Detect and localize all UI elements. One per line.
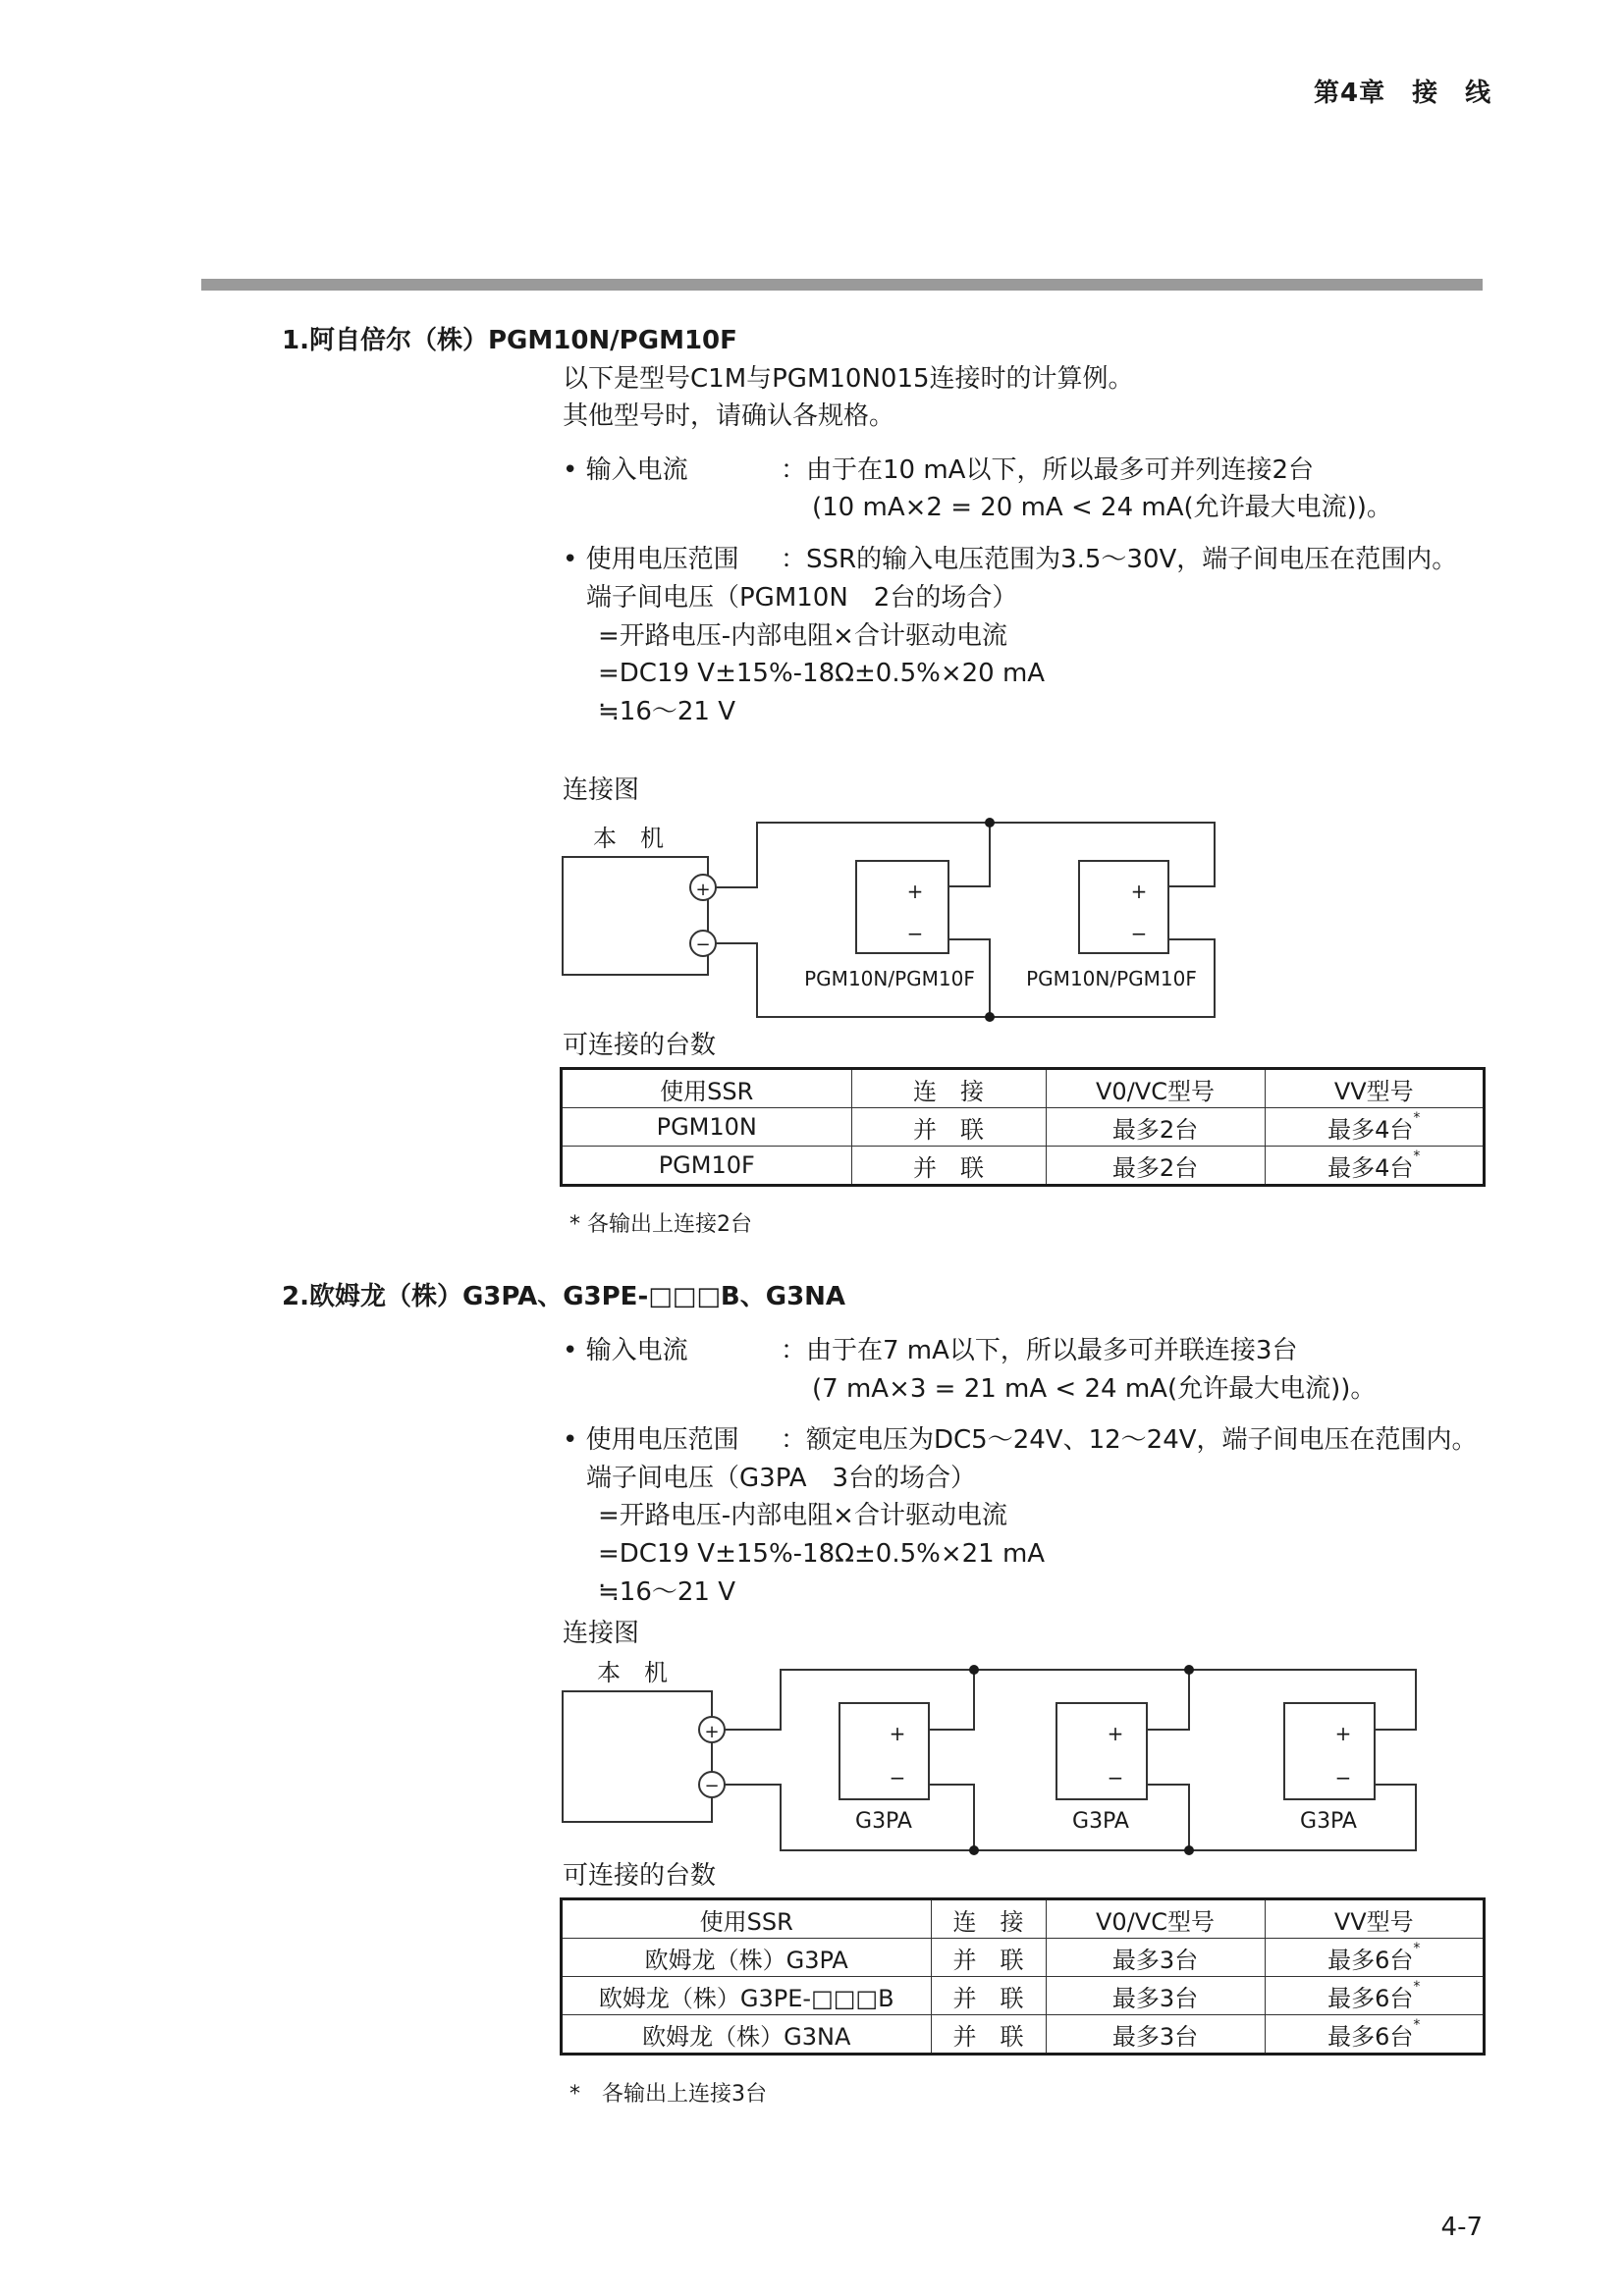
- section2-ssr-label-3: G3PA: [1300, 1809, 1357, 1834]
- footnote-mark: *: [1413, 1148, 1421, 1164]
- section2-calc-4: ≒16～21 V: [598, 1577, 736, 1607]
- section1-ssr2-minus: −: [1130, 922, 1148, 945]
- page-number: 4-7: [1440, 2213, 1483, 2242]
- section2-ssr-box-1: [839, 1703, 929, 1799]
- section1-title: 1.阿自倍尔（株）PGM10N/PGM10F: [282, 326, 737, 355]
- section2-bullet-current-label: • 输入电流: [563, 1336, 688, 1365]
- section2-bullet-voltage-label: • 使用电压范围: [563, 1425, 739, 1455]
- table-header-cell: 使用SSR: [699, 1907, 793, 1936]
- table-cell-text: 最多4台: [1327, 1115, 1414, 1144]
- table-cell-text: 最多6台: [1327, 1984, 1414, 2012]
- table-cell-text: 最多6台: [1327, 1946, 1414, 1974]
- table-cell: [1265, 2015, 1483, 2054]
- table-cell: 最多3台: [1046, 1977, 1265, 2015]
- table-cell: 并 联: [931, 1977, 1046, 2015]
- table-header-cell: VV型号: [1265, 1070, 1483, 1108]
- section2-ssr1-plus: +: [889, 1722, 906, 1745]
- table-header-cell: V0/VC型号: [1046, 1070, 1265, 1108]
- section2-minus-sign: −: [704, 1776, 720, 1796]
- section1-device-label: 本 机: [593, 825, 664, 852]
- section1-ssr-label-2: PGM10N/PGM10F: [1026, 967, 1197, 990]
- table-cell: 最多2台: [1046, 1147, 1265, 1185]
- section2-calc-1: 端子间电压（G3PA 3台的场合）: [586, 1464, 977, 1493]
- section2-calc-3: =DC19 V±15%-18Ω±0.5%×21 mA: [598, 1539, 1046, 1569]
- table-cell: 最多3台: [1046, 2015, 1265, 2054]
- section2-ssr-table: [563, 1900, 1483, 2053]
- table-cell: 并 联: [851, 1147, 1046, 1185]
- section2-junction-bottom-1: [969, 1845, 979, 1855]
- table-cell: 欧姆龙（株）G3PE-□□□B: [563, 1977, 931, 2015]
- table-header-cell: 使用SSR: [660, 1077, 754, 1105]
- section1-footnote: * 各输出上连接2台: [569, 1212, 752, 1237]
- section2-device-label: 本 机: [597, 1659, 668, 1686]
- section2-junction-top-1: [969, 1665, 979, 1675]
- table-header-row: [563, 1900, 1483, 1939]
- section1-plus-sign: +: [695, 880, 711, 900]
- section2-ssr-label-2: G3PA: [1072, 1809, 1129, 1834]
- section1-ssr2-plus: +: [1130, 880, 1148, 903]
- table-cell: 并 联: [851, 1108, 1046, 1147]
- table-cell: 并 联: [931, 2015, 1046, 2054]
- section1-bullet-voltage-label: • 使用电压范围: [563, 545, 739, 574]
- table-cell: 并 联: [931, 1939, 1046, 1977]
- section1-bullet-voltage-line1: ：SSR的输入电压范围为3.5～30V，端子间电压在范围内。: [781, 545, 1458, 574]
- section2-device-box: [563, 1691, 712, 1822]
- section2-ssr-box-2: [1056, 1703, 1147, 1799]
- chapter-header: 第4章 接 线: [1314, 79, 1492, 108]
- section1-calc-3: =DC19 V±15%-18Ω±0.5%×20 mA: [598, 659, 1046, 688]
- section1-calc-1: 端子间电压（PGM10N 2台的场合）: [586, 583, 1018, 613]
- table-cell-text: 最多6台: [1327, 2022, 1414, 2051]
- section1-minus-sign: −: [695, 934, 711, 955]
- section2-ssr-box-3: [1284, 1703, 1375, 1799]
- section2-diagram-title: 连接图: [563, 1619, 640, 1648]
- section2-table-title: 可连接的台数: [563, 1861, 717, 1891]
- table-header-cell: 连 接: [931, 1900, 1046, 1939]
- section1-ssr1-minus: −: [906, 922, 924, 945]
- section2-bullet-voltage-line1: ：额定电压为DC5～24V、12～24V，端子间电压在范围内。: [781, 1425, 1478, 1455]
- table-cell: [1265, 1939, 1483, 1977]
- table-cell: 最多3台: [1046, 1939, 1265, 1977]
- section1-calc-2: =开路电压-内部电阻×合计驱动电流: [598, 621, 1007, 651]
- table-row: [563, 1939, 1483, 1977]
- table-cell: 欧姆龙（株）G3NA: [563, 2015, 931, 2054]
- section1-intro-1: 以下是型号C1M与PGM10N015连接时的计算例。: [563, 364, 1134, 394]
- table-header-cell: VV型号: [1265, 1900, 1483, 1939]
- table-cell-text: 最多4台: [1327, 1153, 1414, 1182]
- footnote-mark: *: [1413, 1109, 1421, 1126]
- section2-title: 2.欧姆龙（株）G3PA、G3PE-□□□B、G3NA: [282, 1282, 846, 1311]
- table-header-cell: V0/VC型号: [1046, 1900, 1265, 1939]
- section1-intro-2: 其他型号时，请确认各规格。: [563, 401, 895, 431]
- table-header-cell: 连 接: [851, 1070, 1046, 1108]
- footnote-mark: *: [1413, 1978, 1421, 1995]
- section1-calc-4: ≒16～21 V: [598, 697, 736, 726]
- footnote-mark: *: [1413, 2016, 1421, 2033]
- footnote-mark: *: [1413, 1940, 1421, 1956]
- section2-junction-bottom-2: [1184, 1845, 1194, 1855]
- section1-bullet-current-line2: (10 mA×2 = 20 mA < 24 mA(允许最大电流))。: [812, 493, 1392, 522]
- section2-bullet-current-line2: (7 mA×3 = 21 mA < 24 mA(允许最大电流))。: [812, 1374, 1377, 1404]
- section1-ssr1-plus: +: [906, 880, 924, 903]
- section2-calc-2: =开路电压-内部电阻×合计驱动电流: [598, 1501, 1007, 1530]
- section2-ssr3-plus: +: [1334, 1722, 1352, 1745]
- section2-plus-sign: +: [704, 1722, 720, 1742]
- section2-ssr2-plus: +: [1107, 1722, 1124, 1745]
- table-row: [563, 2015, 1483, 2054]
- table-cell: 欧姆龙（株）G3PA: [563, 1939, 931, 1977]
- table-cell: [1265, 1977, 1483, 2015]
- table-cell: 最多2台: [1046, 1108, 1265, 1147]
- section1-diagram-title: 连接图: [563, 775, 640, 805]
- table-cell: PGM10F: [563, 1147, 851, 1185]
- section2-junction-top-2: [1184, 1665, 1194, 1675]
- section2-ssr1-minus: −: [889, 1766, 906, 1789]
- table-row: [563, 1977, 1483, 2015]
- section2-ssr2-minus: −: [1107, 1766, 1124, 1789]
- section1-bullet-current-line1: ：由于在10 mA以下，所以最多可并列连接2台: [781, 455, 1315, 485]
- table-cell: PGM10N: [563, 1108, 851, 1147]
- section2-footnote: * 各输出上连接3台: [569, 2082, 767, 2107]
- section1-ssr-label-1: PGM10N/PGM10F: [804, 967, 975, 990]
- section2-ssr3-minus: −: [1334, 1766, 1352, 1789]
- section1-bullet-current-label: • 输入电流: [563, 455, 688, 485]
- section2-bullet-current-line1: ：由于在7 mA以下，所以最多可并联连接3台: [781, 1336, 1298, 1365]
- section1-table-title: 可连接的台数: [563, 1031, 717, 1060]
- section2-ssr-label-1: G3PA: [855, 1809, 912, 1834]
